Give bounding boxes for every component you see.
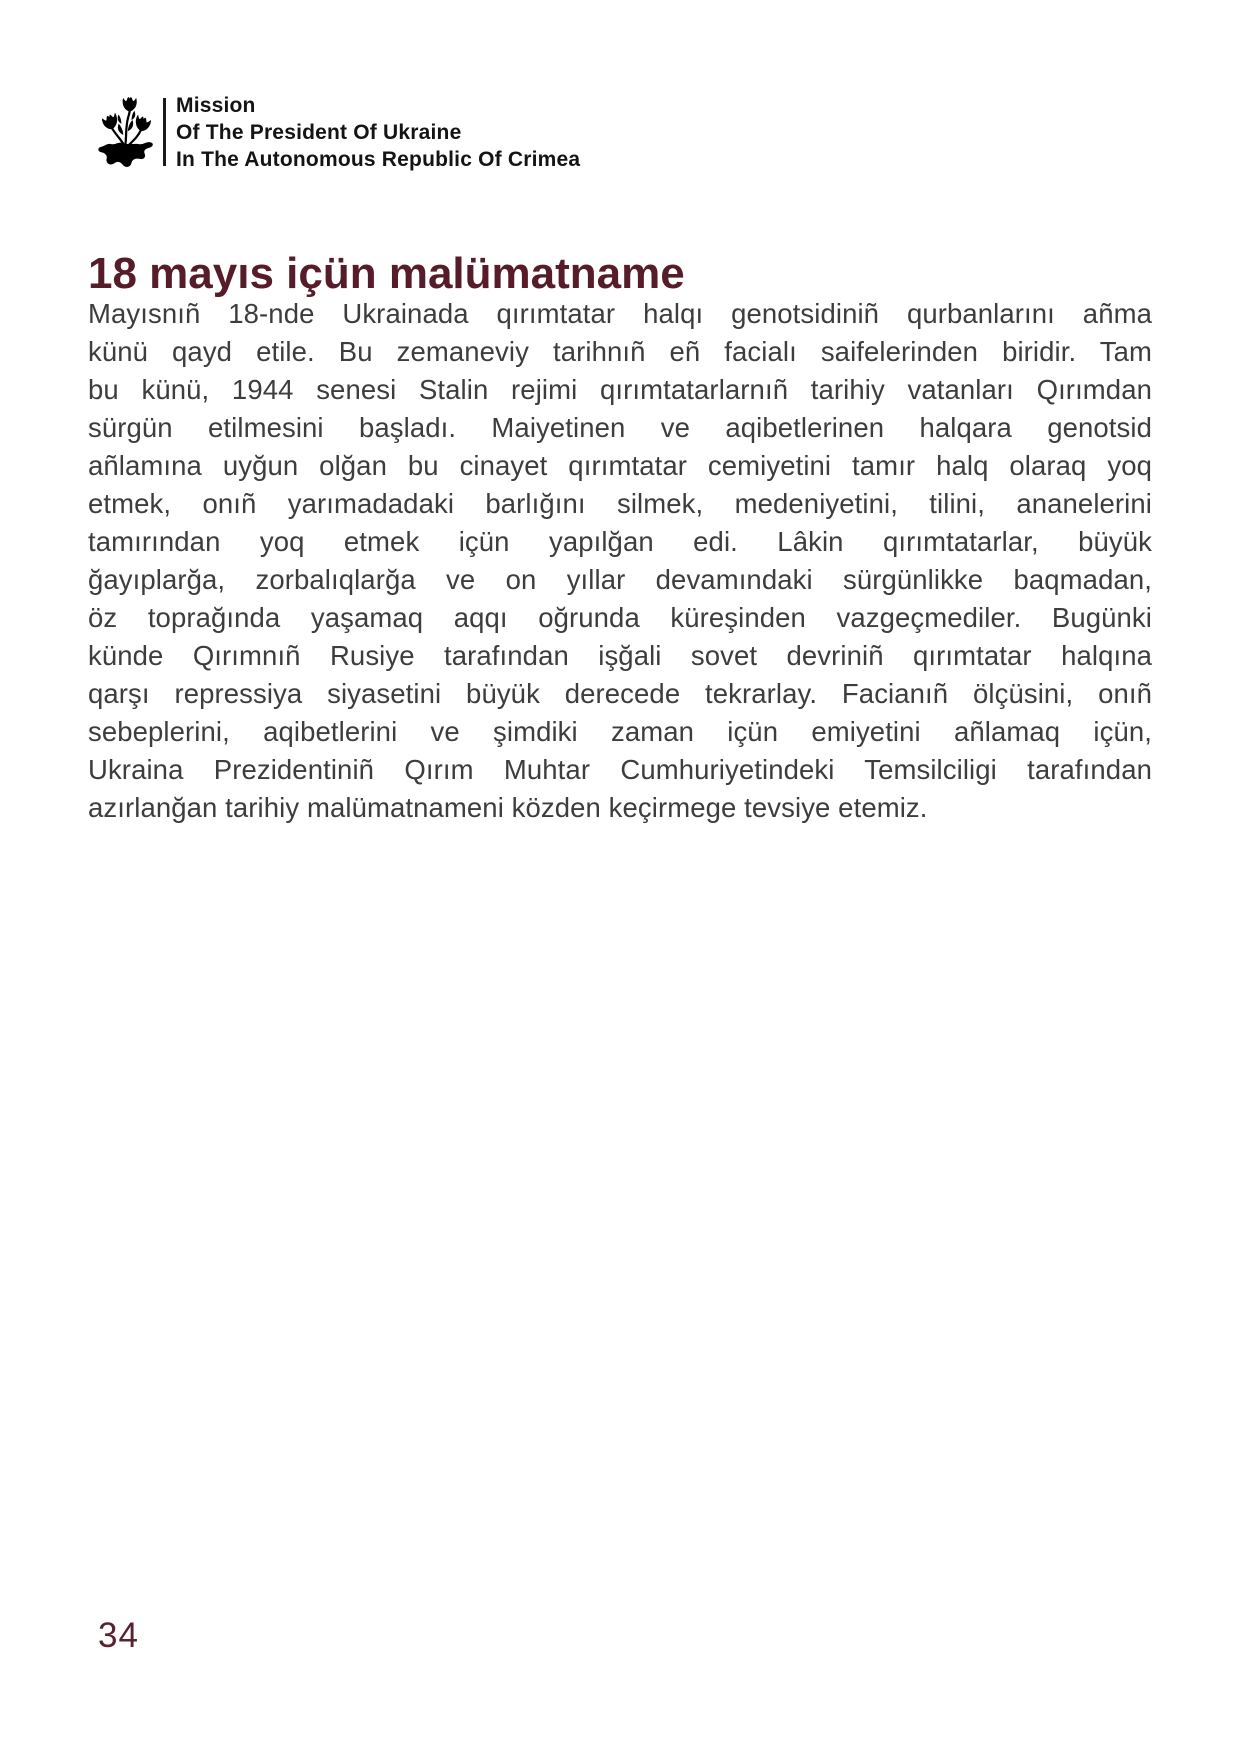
logo-divider-line (163, 98, 166, 166)
body-line: künü qayd etile. Bu zemaneviy tarihnıñ eñ facialı saifelerinden biridir. Tam (88, 336, 1152, 367)
body-line: añlamına uyğun olğan bu cinayet qırımtatar cemiyetini tamır halq olaraq yoq (88, 450, 1152, 481)
body-line: sürgün etilmesini başladı. Maiyetinen ve aqibetlerinen halqara genotsid (88, 412, 1152, 443)
body-line: tamırından yoq etmek içün yapılğan edi. Lâkin qırımtatarlar, büyük (88, 526, 1152, 557)
org-name-line-2: Of The President Of Ukraine (176, 121, 462, 144)
body-line: Mayısnıñ 18-nde Ukrainada qırımtatar halqı genotsidiniñ qurbanlarını añma (88, 298, 1152, 329)
body-line: qarşı repressiya siyasetini büyük derecede tekrarlay. Facianıñ ölçüsini, onıñ (88, 678, 1152, 709)
body-line: etmek, onıñ yarımadadaki barlığını silmek, medeniyetini, tilini, ananelerini (88, 488, 1152, 519)
body-line: öz toprağında yaşamaq aqqı oğrunda küreşinden vazgeçmediler. Bugünki (88, 602, 1152, 633)
page-title: 18 mayıs içün malümatname (88, 249, 685, 299)
body-line: ğayıplarğa, zorbalıqlarğa ve on yıllar devamındaki sürgünlikke baqmadan, (88, 564, 1152, 595)
body-line: bu künü, 1944 senesi Stalin rejimi qırımtatarlarnıñ tarihiy vatanları Qırımdan (88, 374, 1152, 405)
body-line: azırlanğan tarihiy malümatnameni közden keçirmege tevsiye etemiz. (88, 792, 928, 823)
body-line: sebeplerini, aqibetlerini ve şimdiki zaman içün emiyetini añlamaq içün, (88, 716, 1152, 747)
page-number: 34 (98, 1616, 139, 1655)
org-name-line-1: Mission (176, 94, 256, 117)
org-name-line-3: In The Autonomous Republic Of Crimea (176, 148, 581, 171)
body-line: künde Qırımnıñ Rusiye tarafından işğali sovet devriniñ qırımtatar halqına (88, 640, 1152, 671)
article-body (88, 295, 1152, 827)
org-name (176, 92, 696, 173)
crimea-floral-emblem-icon (93, 96, 159, 170)
body-line: Ukraina Prezidentiniñ Qırım Muhtar Cumhuriyetindeki Temsilciligi tarafından (88, 754, 1152, 785)
